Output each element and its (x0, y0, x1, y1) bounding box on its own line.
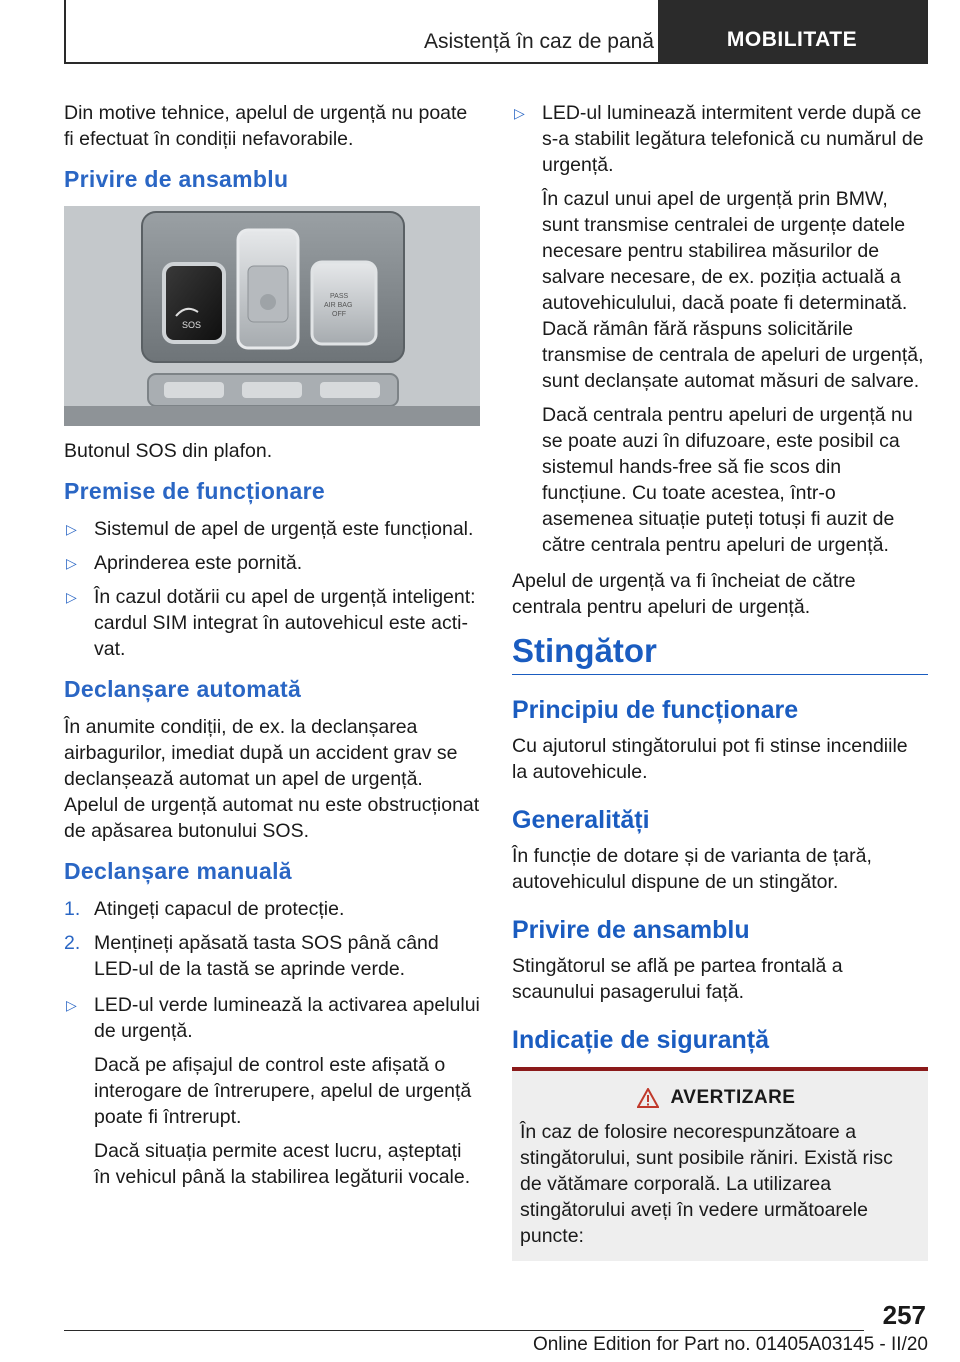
list-item: ▷ Sistemul de apel de urgență este funcțional. (66, 518, 474, 540)
manual-trigger-heading: Declanșare manuală (64, 858, 292, 884)
sos-button-photo (64, 206, 480, 426)
photo-pass-line-3: OFF (332, 311, 346, 318)
warning-title: AVERTIZARE (670, 1087, 796, 1108)
overview-heading-right: Privire de ansamblu (512, 916, 750, 944)
manual-notes-list (64, 992, 480, 1190)
right-column (512, 100, 928, 1261)
list-item: ▷ Aprinderea este pornită. (66, 552, 303, 574)
auto-trigger-heading: Declanșare automată (64, 676, 302, 702)
edition-footer: Online Edition for Part no. 01405A03145 - II/20 (532, 1334, 928, 1355)
general-text: În funcție de dotare și de varianta de țară, autovehiculul dispune de un stingător. (512, 845, 872, 893)
bullet-triangle-icon: ▷ (514, 105, 525, 121)
list-item: ▷ În cazul dotării cu apel de urgență inteligent: cardul SIM integrat în autovehicul este activat. (66, 586, 476, 660)
list-item: 1. Atingeți capacul de protecție. (64, 898, 345, 920)
intro-paragraph: Din motive tehnice, apelul de urgență nu poate fi efectuat în condiții nefavorabile. (64, 102, 468, 150)
prerequisites-list (64, 516, 480, 662)
bullet-triangle-icon: ▷ (66, 997, 77, 1013)
photo-caption: Butonul SOS din plafon. (64, 440, 273, 462)
list-item: ▷ LED-ul luminează intermitent verde după ce s-a stabilit legătura telefonică cu numărul de urgență. În cazul unui apel de urgență prin BMW, sunt transmise centralei de urgențe datele necesare pentru stabilirea măsurilor de salvare necesare, de ex. poziția actuală a autovehiculului, dacă poate fi determinată. Dacă rămân fără răspuns solicitările transmise de centrala de apeluri de urgență, sunt declanșate automat măsuri de salvare. Dacă centrala pentru apeluri de urgență nu se poate auzi în difuzoare, este posibil ca sistemul hands-free să fie scos din funcțiune. Cu toate acestea, într-o asemenea situație puteți totuși fi auzit de către centrala pentru apeluri de urgență. (514, 102, 924, 556)
call-end-text: Apelul de urgență va fi încheiat de către centrala pentru apeluri de urgență. (512, 570, 856, 618)
warning-text: În caz de folosire necorespunzătoare a stingătorului, sunt posibile răniri. Există risc de vătămare corporală. La utilizarea stingătorului aveți în vedere următoarele puncte: (520, 1121, 893, 1247)
auto-trigger-text: În anumite condiții, de ex. la declanșarea airbagurilor, imediat după un accident grav se declanșează automat un apel de urgență. Apelul de urgență automat nu este obstrucționat de apăsarea butonului SOS. (64, 716, 480, 842)
bullet-triangle-icon: ▷ (66, 555, 77, 571)
general-heading: Generalități (512, 806, 650, 834)
manual-steps-list (64, 896, 480, 982)
bullet-triangle-icon: ▷ (66, 589, 77, 605)
warning-box (512, 1067, 928, 1261)
overview-heading: Privire de ansamblu (64, 166, 289, 192)
right-notes-list (512, 100, 928, 558)
header-section-title: Asistență în caz de pană (424, 30, 654, 53)
prerequisites-heading: Premise de funcționare (64, 478, 325, 504)
list-item: 2. Mențineți apăsată tasta SOS până când LED-ul de la tastă se aprinde verde. (64, 932, 439, 980)
photo-sos-label: SOS (182, 320, 202, 330)
warning-triangle-icon (637, 1088, 659, 1108)
list-item: ▷ LED-ul verde luminează la activarea apelului de urgență. Dacă pe afișajul de control este afișată o interogare de întrerupere, apelul de urgență poate fi întrerupt. Dacă situația permite acest lucru, așteptați în vehicul până la stabilirea legăturii vocale. (66, 994, 480, 1188)
footer-divider (64, 1330, 864, 1331)
header-chapter-tab: MOBILITATE (658, 0, 926, 62)
photo-pass-line-2: AIR BAG (324, 302, 353, 309)
overview-text: Stingătorul se află pe partea frontală a scaunului pasagerului față. (512, 955, 843, 1003)
photo-pass-line-1: PASS (330, 293, 349, 300)
principle-heading: Principiu de funcționare (512, 696, 799, 724)
extinguisher-heading: Stingător (512, 638, 928, 675)
page-number: 257 (882, 1300, 926, 1330)
page-header (64, 0, 928, 64)
left-column (64, 100, 480, 1200)
safety-heading: Indicație de siguranță (512, 1026, 770, 1054)
bullet-triangle-icon: ▷ (66, 521, 77, 537)
principle-text: Cu ajutorul stingătorului pot fi stinse incendiile la autovehicule. (512, 735, 908, 783)
